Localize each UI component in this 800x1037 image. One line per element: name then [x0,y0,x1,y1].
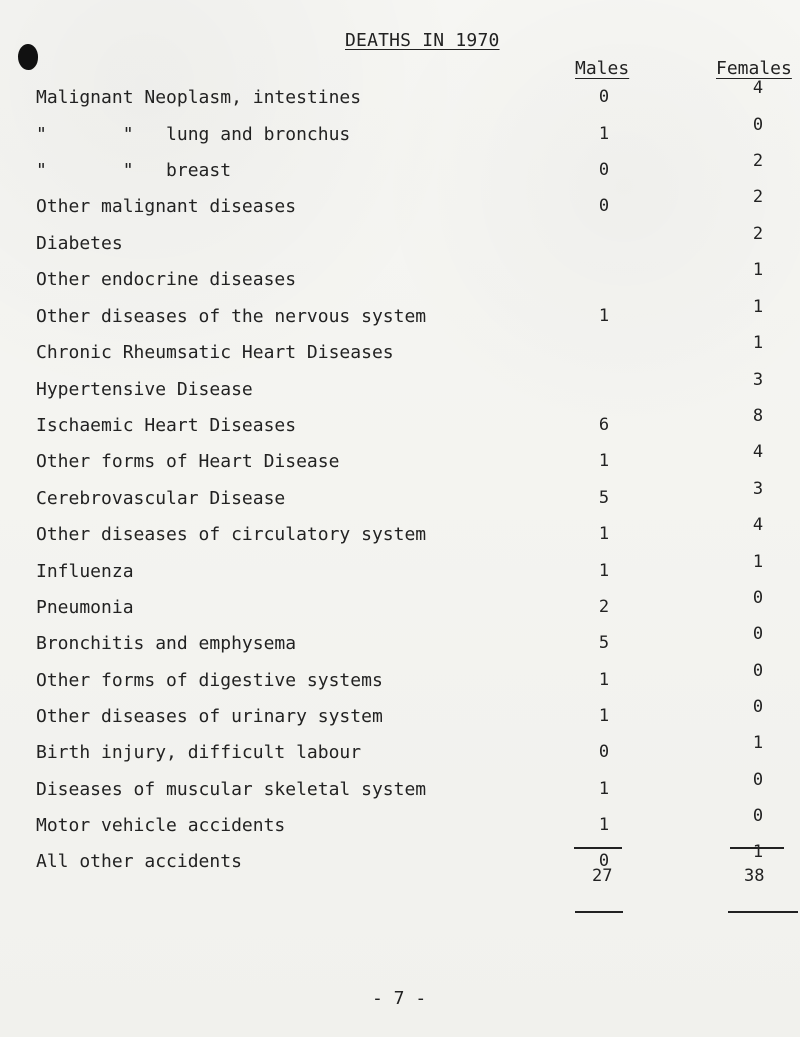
females-column-header: Females [716,58,792,79]
females-value: 0 [752,588,764,608]
males-value: 1 [598,306,610,326]
cause-label: Other malignant diseases [36,196,297,217]
males-value: 5 [598,488,610,508]
females-total-top-rule [730,847,784,849]
females-value: 4 [752,78,764,98]
table-row [0,697,800,740]
females-value: 0 [752,624,764,644]
cause-label: Cerebrovascular Disease [36,488,286,509]
females-value: 2 [752,151,764,171]
table-row [0,552,800,595]
males-value: 1 [598,670,610,690]
cause-label: Influenza [36,561,134,582]
table-row [0,297,800,340]
females-value: 0 [752,697,764,717]
table-row [0,588,800,631]
cause-label: " " breast [36,160,232,181]
females-value: 1 [752,733,764,753]
cause-label: Motor vehicle accidents [36,815,286,836]
cause-label: Other forms of Heart Disease [36,451,340,472]
punch-hole-mark [18,44,38,70]
females-value: 1 [752,842,764,862]
females-value: 3 [752,479,764,499]
cause-label: Other forms of digestive systems [36,670,383,691]
table-row [0,442,800,485]
table-row [0,661,800,704]
males-total-bottom-rule [575,911,623,913]
table-row [0,406,800,449]
males-total: 27 [592,866,613,886]
page-number: - 7 - [372,988,427,1009]
table-row [0,624,800,667]
males-total-top-rule [574,847,622,849]
males-value: 6 [598,415,610,435]
table-row [0,733,800,776]
males-value: 2 [598,597,610,617]
females-value: 1 [752,260,764,280]
table-row [0,479,800,522]
females-value: 0 [752,806,764,826]
males-value: 1 [598,779,610,799]
cause-label: Other diseases of circulatory system [36,524,427,545]
females-value: 2 [752,187,764,207]
table-row [0,224,800,267]
cause-label: Other endocrine diseases [36,269,297,290]
females-value: 2 [752,224,764,244]
cause-label: Birth injury, difficult labour [36,742,362,763]
table-row [0,187,800,230]
males-value: 0 [598,742,610,762]
cause-label: " " lung and bronchus [36,124,351,145]
table-row [0,370,800,413]
cause-label: Diabetes [36,233,123,254]
females-value: 0 [752,770,764,790]
females-value: 1 [752,333,764,353]
table-row [0,806,800,849]
table-row [0,260,800,303]
cause-label: Pneumonia [36,597,134,618]
table-row [0,842,800,885]
cause-label: Hypertensive Disease [36,379,253,400]
cause-label: Chronic Rheumsatic Heart Diseases [36,342,394,363]
cause-label: Malignant Neoplasm, intestines [36,87,362,108]
males-value: 0 [598,196,610,216]
males-value: 1 [598,815,610,835]
cause-label: Other diseases of urinary system [36,706,383,727]
males-column-header: Males [575,58,630,79]
females-value: 0 [752,115,764,135]
males-value: 1 [598,706,610,726]
table-row [0,151,800,194]
page-title: DEATHS IN 1970 [345,30,500,51]
females-value: 1 [752,552,764,572]
males-value: 1 [598,124,610,144]
females-value: 4 [752,515,764,535]
females-total-bottom-rule [728,911,798,913]
males-value: 1 [598,561,610,581]
females-value: 1 [752,297,764,317]
table-row [0,770,800,813]
cause-label: Ischaemic Heart Diseases [36,415,297,436]
males-value: 0 [598,87,610,107]
cause-label: Other diseases of the nervous system [36,306,427,327]
table-row [0,115,800,158]
cause-label: Diseases of muscular skeletal system [36,779,427,800]
males-value: 1 [598,451,610,471]
females-value: 4 [752,442,764,462]
males-value: 1 [598,524,610,544]
cause-label: Bronchitis and emphysema [36,633,297,654]
table-row [0,515,800,558]
table-row [0,333,800,376]
females-total: 38 [744,866,765,886]
females-value: 8 [752,406,764,426]
females-value: 0 [752,661,764,681]
females-value: 3 [752,370,764,390]
males-value: 0 [598,851,610,871]
males-value: 0 [598,160,610,180]
males-value: 5 [598,633,610,653]
cause-label: All other accidents [36,851,242,872]
table-row [0,78,800,121]
